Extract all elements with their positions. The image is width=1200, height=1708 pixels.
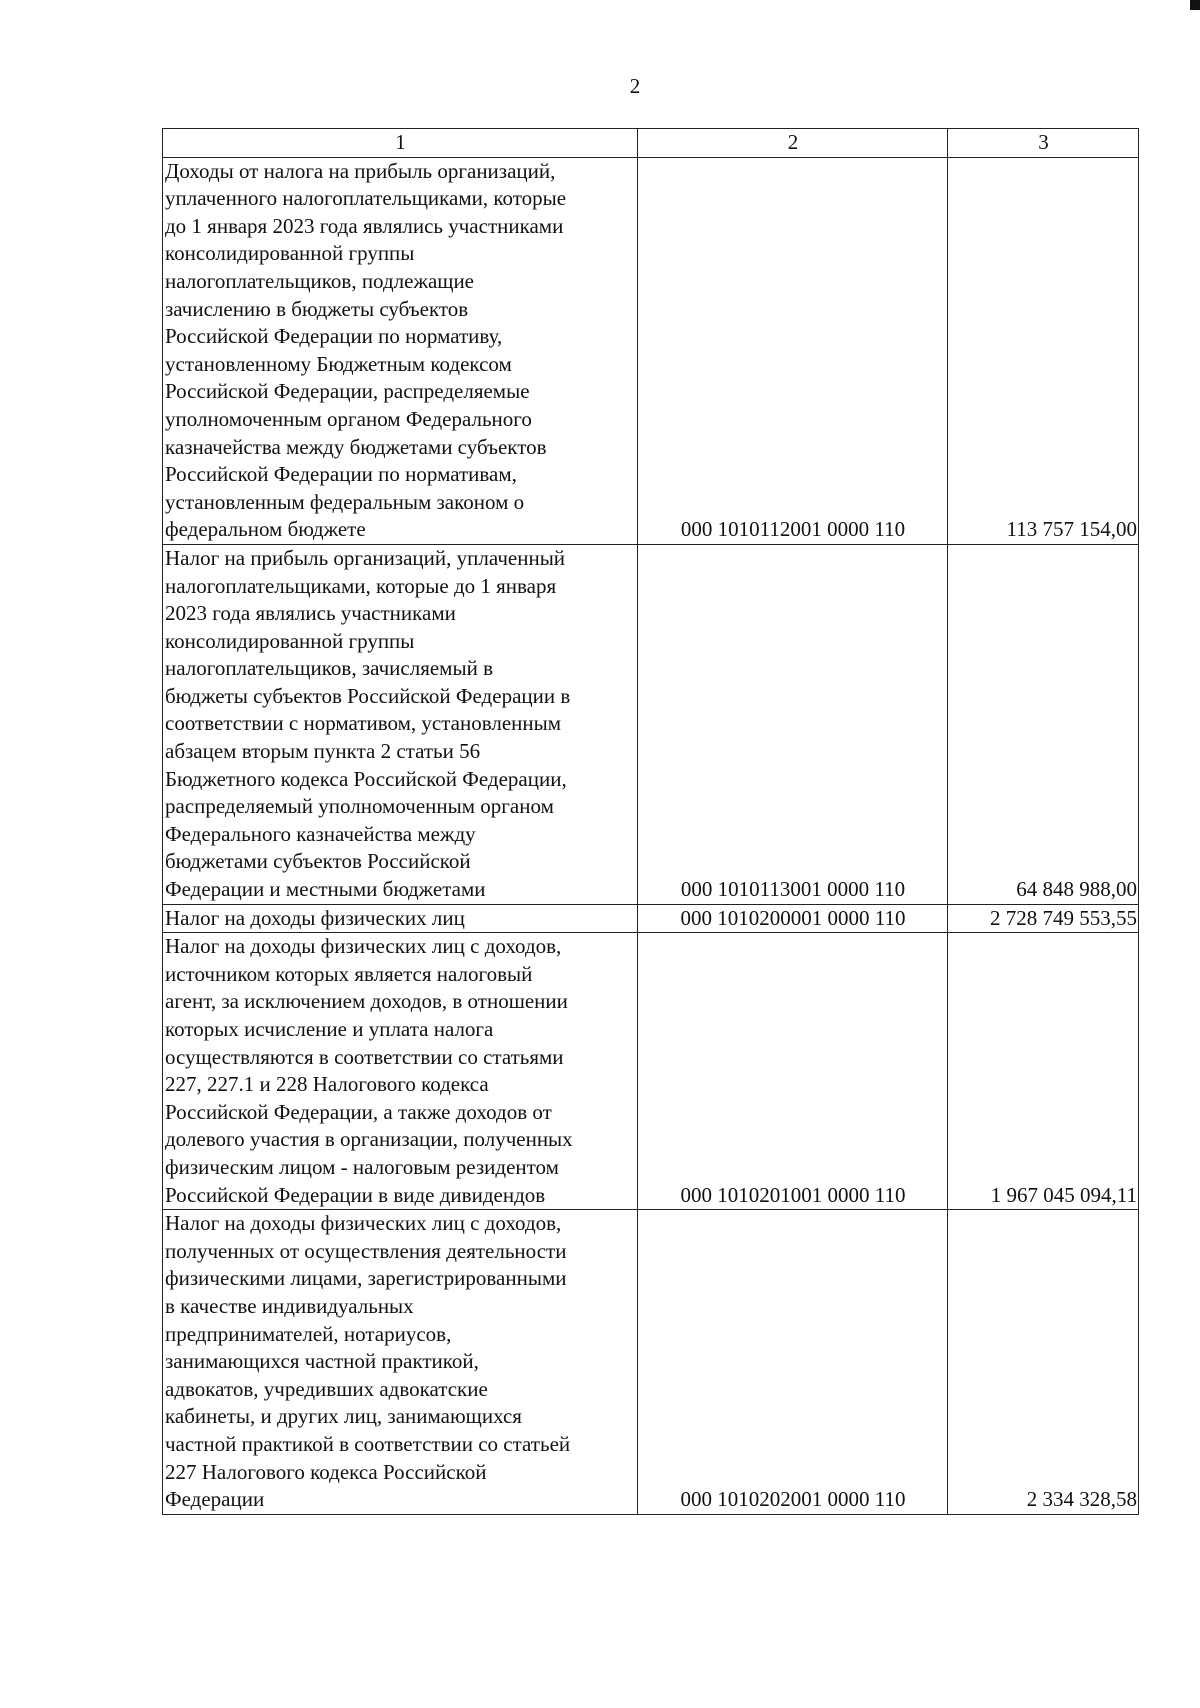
description-line: физическим лицом - налоговым резидентом: [165, 1154, 559, 1179]
description-line: 2023 года являлись участниками: [165, 601, 456, 626]
description-line: бюджетами субъектов Российской: [165, 849, 471, 874]
revenue-description: [163, 544, 638, 904]
table-body: [163, 157, 1139, 1514]
table-row: [163, 904, 1139, 933]
description-line: консолидированной группы: [165, 628, 415, 653]
budget-classification-code: 000 1010113001 0000 110: [638, 544, 948, 904]
budget-classification-code: 000 1010201001 0000 110: [638, 933, 948, 1210]
description-line: Налог на прибыль организаций, уплаченный: [165, 545, 566, 570]
description-line: физическими лицами, зарегистрированными: [165, 1266, 567, 1291]
description-line: налогоплательщиков, подлежащие: [165, 268, 475, 293]
description-line: агент, за исключением доходов, в отношении: [165, 989, 568, 1014]
description-line: Федерации: [165, 1487, 265, 1512]
revenue-amount: 2 728 749 553,55: [948, 904, 1139, 933]
revenue-amount: 2 334 328,58: [948, 1210, 1139, 1515]
description-line: Налог на доходы физических лиц: [165, 905, 465, 930]
description-line: казначейства между бюджетами субъектов: [165, 434, 547, 459]
description-line: частной практикой в соответствии со статьей: [165, 1431, 571, 1456]
description-line: предпринимателей, нотариусов,: [165, 1321, 452, 1346]
revenue-description: [163, 1210, 638, 1515]
revenue-amount: 64 848 988,00: [948, 544, 1139, 904]
description-line: полученных от осуществления деятельности: [165, 1238, 567, 1263]
description-line: в качестве индивидуальных: [165, 1293, 414, 1318]
description-line: соответствии с нормативом, установленным: [165, 711, 562, 736]
description-line: Налог на доходы физических лиц с доходов,: [165, 934, 562, 959]
description-line: осуществляются в соответствии со статьями: [165, 1044, 564, 1069]
revenue-amount: 113 757 154,00: [948, 157, 1139, 544]
budget-revenue-table: [162, 128, 1139, 1515]
description-line: зачислению в бюджеты субъектов: [165, 296, 469, 321]
column-header-amount: 3: [948, 129, 1139, 158]
description-line: 227, 227.1 и 228 Налогового кодекса: [165, 1072, 489, 1097]
table-row: [163, 157, 1139, 544]
corner-scan-mark: [1190, 0, 1200, 10]
description-line: кабинеты, и других лиц, занимающихся: [165, 1404, 522, 1429]
description-line: Бюджетного кодекса Российской Федерации,: [165, 766, 567, 791]
description-line: Российской Федерации, распределяемые: [165, 379, 530, 404]
revenue-amount: 1 967 045 094,11: [948, 933, 1139, 1210]
description-line: уплаченного налогоплательщиками, которые: [165, 186, 567, 211]
description-line: распределяемый уполномоченным органом: [165, 794, 554, 819]
description-line: бюджеты субъектов Российской Федерации в: [165, 683, 571, 708]
description-line: долевого участия в организации, полученных: [165, 1127, 573, 1152]
description-line: федеральном бюджете: [165, 517, 366, 542]
description-line: которых исчисление и уплата налога: [165, 1017, 494, 1041]
description-line: 227 Налогового кодекса Российской: [165, 1459, 487, 1484]
budget-classification-code: 000 1010202001 0000 110: [638, 1210, 948, 1515]
description-line: Российской Федерации по нормативам,: [165, 462, 517, 487]
table-row: [163, 1210, 1139, 1515]
description-line: установленным федеральным законом о: [165, 489, 525, 514]
column-header-description: 1: [163, 129, 638, 158]
description-line: Федерации и местными бюджетами: [165, 877, 486, 902]
description-line: Федерального казначейства между: [165, 821, 476, 846]
description-line: Российской Федерации по нормативу,: [165, 324, 503, 349]
revenue-description: [163, 933, 638, 1210]
table-header-row: [163, 129, 1139, 158]
revenue-description: [163, 904, 638, 933]
description-line: занимающихся частной практикой,: [165, 1349, 479, 1374]
budget-classification-code: 000 1010200001 0000 110: [638, 904, 948, 933]
description-line: до 1 января 2023 года являлись участниками: [165, 213, 564, 238]
description-line: источником которых является налоговый: [165, 961, 533, 986]
budget-classification-code: 000 1010112001 0000 110: [638, 157, 948, 544]
page-number: 2: [629, 74, 641, 98]
description-line: адвокатов, учредивших адвокатские: [165, 1376, 488, 1401]
revenue-description: [163, 157, 638, 544]
table-row: [163, 544, 1139, 904]
description-line: абзацем вторым пункта 2 статьи 56: [165, 739, 481, 764]
description-line: Российской Федерации в виде дивидендов: [165, 1182, 546, 1207]
description-line: налогоплательщиками, которые до 1 января: [165, 573, 557, 598]
description-line: консолидированной группы: [165, 241, 415, 266]
description-line: налогоплательщиков, зачисляемый в: [165, 656, 493, 681]
column-header-code: 2: [638, 129, 948, 158]
table-row: [163, 933, 1139, 1210]
description-line: Российской Федерации, а также доходов от: [165, 1099, 552, 1124]
description-line: Налог на доходы физических лиц с доходов,: [165, 1211, 562, 1236]
description-line: Доходы от налога на прибыль организаций,: [165, 158, 556, 183]
description-line: установленному Бюджетным кодексом: [165, 351, 512, 376]
description-line: уполномоченным органом Федерального: [165, 406, 532, 431]
